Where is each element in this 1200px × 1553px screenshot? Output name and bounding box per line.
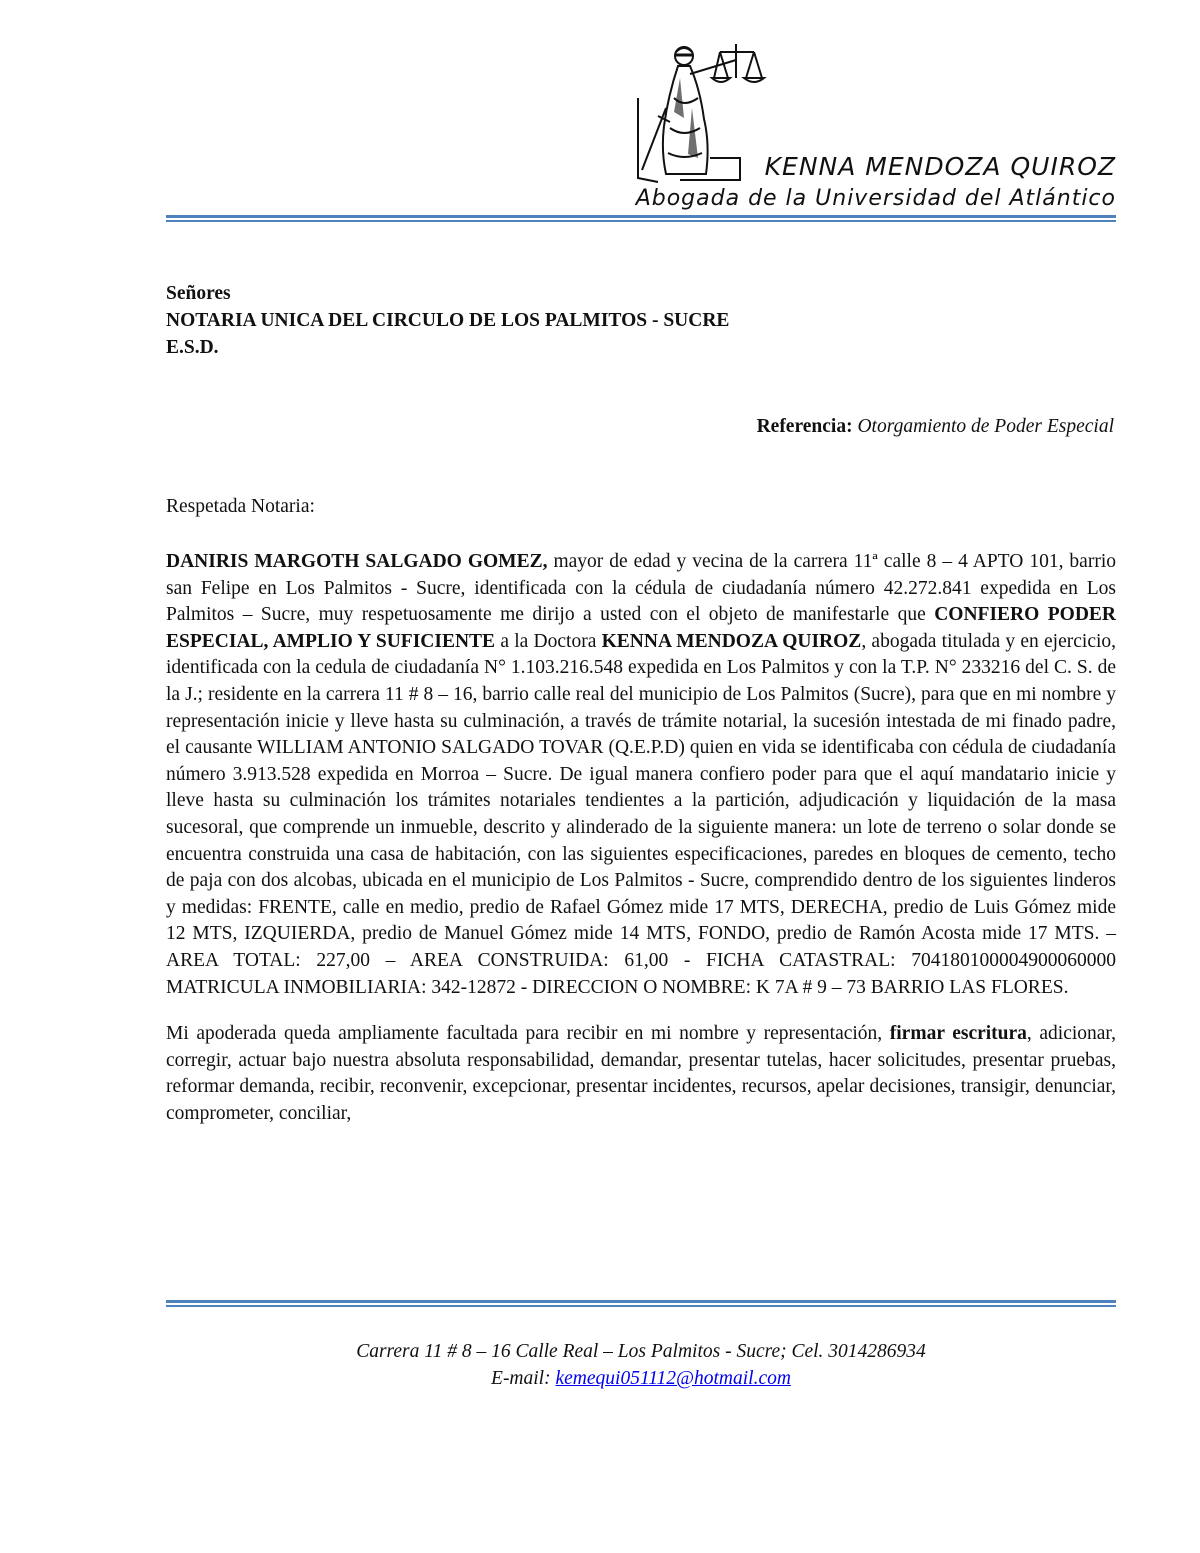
- lawyer-name: KENNA MENDOZA QUIROZ: [764, 152, 1116, 181]
- header-divider: [166, 215, 1116, 223]
- email-label: E-mail:: [491, 1368, 556, 1389]
- footer-address: Carrera 11 # 8 – 16 Calle Real – Los Palmitos - Sucre; Cel. 3014286934: [356, 1341, 926, 1362]
- paragraph-text: , abogada titulada y en ejercicio, identificada con la cedula de ciudadanía N° 1.103.216.548 expedida en Los Palmitos y con la T.P. N° 233216 del C. S. de la J.; residente en la carrera 11 # 8 – 16, barrio calle real del municipio de Los Palmitos (Sucre), para que en mi nombre y representación inicie y lleve hasta su culminación, a través de trámite notarial, la sucesión intestada de mi finado padre, el causante WILLIAM ANTONIO SALGADO TOVAR (Q.E.P.D) quien en vida se identificaba con cédula de ciudadanía número 3.913.528 expedida en Morroa – Sucre. De igual manera confiero poder para que el aquí mandatario inicie y lleve hasta su culminación los trámites notariales tendientes a la partición, adjudicación y liquidación de la masa sucesoral, que comprende un inmueble, descrito y alinderado de la siguiente manera: un lote de terreno o solar donde se encuentra construida una casa de habitación, con las siguientes especificaciones, paredes en bloques de cemento, techo de paja con dos alcobas, ubicada en el municipio de Los Palmitos - Sucre, comprendido dentro de los siguientes linderos y medidas: FRENTE, calle en medio, predio de Rafael Gómez mide 17 MTS, DERECHA, predio de Luis Gómez mide 12 MTS, IZQUIERDA, predio de Manuel Gómez mide 14 MTS, FONDO, predio de Ramón Acosta mide 17 MTS. – AREA TOTAL: 227,00 – AREA CONSTRUIDA: 61,00 - FICHA CATASTRAL: 704180100004900060000 MATRICULA INMOBILIARIA: 342-12872 - DIRECCION O NOMBRE: K 7A # 9 – 73 BARRIO LAS FLORES.: [166, 630, 1117, 998]
- reference-line: [757, 416, 1114, 438]
- grantor-name: DANIRIS MARGOTH SALGADO GOMEZ,: [166, 551, 548, 572]
- body-paragraph: [166, 1021, 1116, 1127]
- footer: [166, 1338, 1116, 1392]
- addressee-esd: E.S.D.: [166, 337, 219, 358]
- reference-label: Referencia:: [756, 416, 853, 437]
- reference-text: Otorgamiento de Poder Especial: [857, 416, 1114, 437]
- paragraph-text: , adicionar, corregir, actuar bajo nuestra absoluta responsabilidad, demandar, presentar tutelas, hacer solicitudes, presentar pruebas, reformar demanda, recibir, reconvenir, excepcionar, presentar incidentes, recursos, apelar decisiones, transigir, denunciar, comprometer, conciliar,: [166, 1023, 1117, 1124]
- letter-body: [166, 549, 1116, 1147]
- sign-deed-emphasis: firmar escritura: [889, 1023, 1027, 1045]
- lawyer-credentials: Abogada de la Universidad del Atlántico: [635, 186, 1116, 211]
- power-statement: CONFIERO PODER ESPECIAL, AMPLIO Y SUFICIENTE: [166, 604, 1116, 652]
- attorney-name: KENNA MENDOZA QUIROZ: [601, 630, 862, 652]
- addressee-entity: NOTARIA UNICA DEL CIRCULO DE LOS PALMITOS - SUCRE: [166, 310, 730, 331]
- addressee-salutation: Señores: [166, 283, 231, 304]
- paragraph-text: a la Doctora: [495, 630, 602, 652]
- body-paragraph: [166, 549, 1116, 1001]
- lady-justice-icon: [632, 38, 772, 184]
- paragraph-text: mayor de edad y vecina de la carrera 11ª calle 8 – 4 APTO 101, barrio san Felipe en Los Palmitos - Sucre, identificada con la cédula de ciudadanía número 42.272.841 expedida en Los Palmitos – Sucre, muy respetuosamente me dirijo a usted con el objeto de manifestarle que: [166, 551, 1116, 626]
- paragraph-text: Mi apoderada queda ampliamente facultada para recibir en mi nombre y representación,: [166, 1023, 890, 1045]
- email-link[interactable]: kemequi051112@hotmail.com: [555, 1368, 791, 1389]
- footer-email-line: [166, 1365, 1116, 1392]
- footer-divider: [166, 1300, 1116, 1308]
- greeting: Respetada Notaria:: [166, 496, 315, 517]
- addressee-block: [166, 280, 729, 361]
